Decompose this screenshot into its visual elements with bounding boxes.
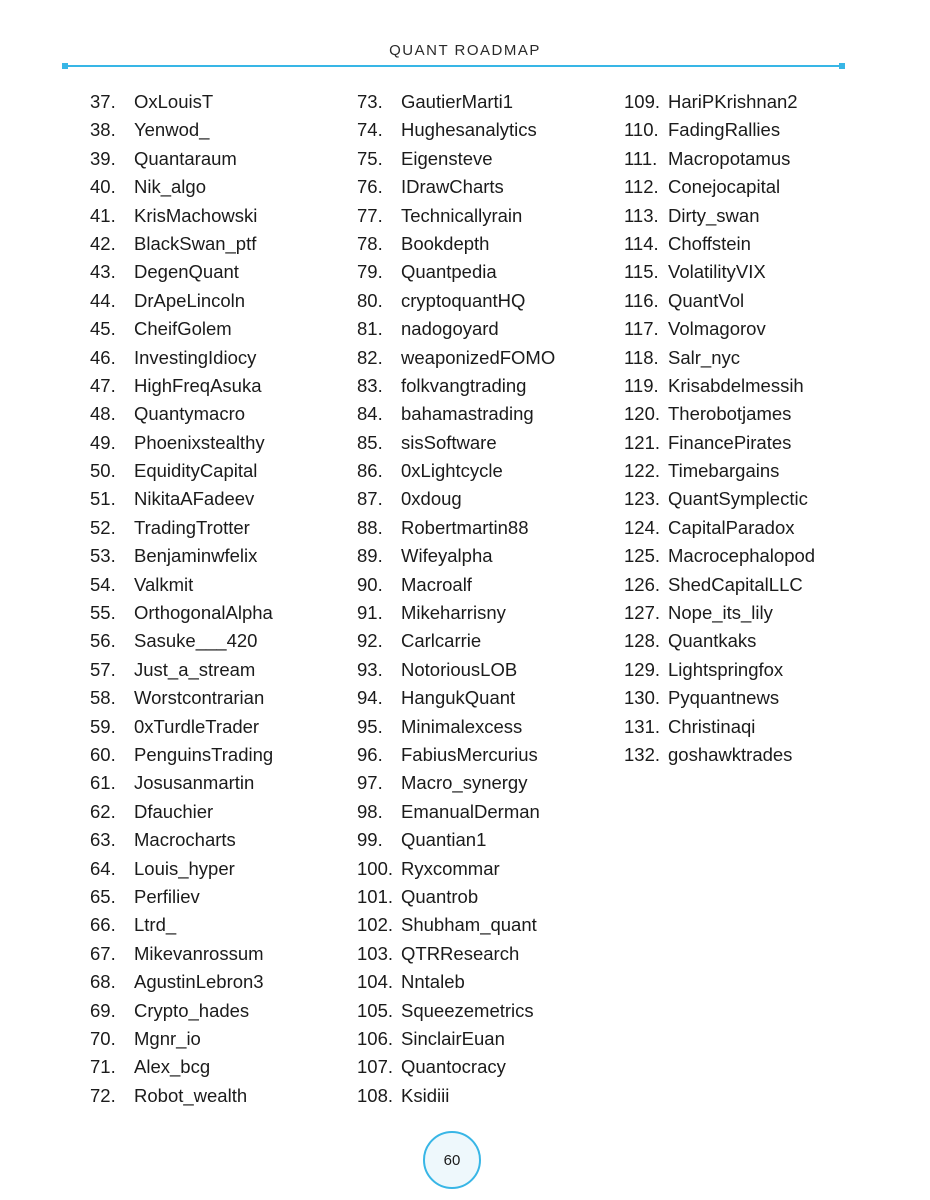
- list-item: [357, 1053, 555, 1081]
- list-item-number: 76.: [357, 176, 383, 198]
- list-item-handle: Dirty_swan: [668, 204, 760, 226]
- list-item-number: 128.: [624, 630, 661, 652]
- list-item: [357, 855, 555, 883]
- list-item: [90, 116, 273, 144]
- list-item: [90, 798, 273, 826]
- list-item-number: 88.: [357, 516, 383, 538]
- list-item: [624, 287, 815, 315]
- list-item-number: 47.: [90, 374, 116, 396]
- list-item-handle: IDrawCharts: [401, 176, 504, 198]
- list-item-handle: Mikeharrisny: [401, 602, 506, 624]
- list-column-1: [90, 88, 273, 1110]
- list-item-handle: Dfauchier: [134, 800, 214, 822]
- list-item: [624, 116, 815, 144]
- list-item-handle: Crypto_hades: [134, 999, 250, 1021]
- list-item: [357, 173, 555, 201]
- list-item-number: 108.: [357, 1084, 394, 1106]
- page-number: 60: [443, 1151, 461, 1169]
- list-item-handle: Conejocapital: [668, 176, 781, 198]
- list-item: [90, 599, 273, 627]
- list-item: [90, 173, 273, 201]
- list-item-number: 113.: [624, 204, 659, 226]
- list-item-number: 73.: [357, 91, 383, 112]
- page-number-badge: [423, 1131, 481, 1189]
- list-item-handle: SinclairEuan: [401, 1027, 505, 1049]
- list-item-number: 87.: [357, 488, 383, 510]
- list-item-handle: Mikevanrossum: [134, 942, 264, 964]
- list-item-handle: Josusanmartin: [134, 772, 255, 794]
- list-item-handle: Lightspringfox: [668, 658, 784, 680]
- list-item: [357, 485, 555, 513]
- list-item-number: 109.: [624, 91, 661, 112]
- list-item: [90, 88, 273, 116]
- list-item-number: 115.: [624, 261, 659, 283]
- list-item-number: 101.: [357, 885, 394, 907]
- list-item: [624, 741, 815, 769]
- list-item-number: 65.: [90, 885, 116, 907]
- list-item-handle: Bookdepth: [401, 232, 490, 254]
- list-item: [357, 997, 555, 1025]
- list-item-number: 60.: [90, 743, 116, 765]
- list-item-handle: Valkmit: [134, 573, 194, 595]
- list-item: [90, 1053, 273, 1081]
- list-item-handle: DrApeLincoln: [134, 289, 246, 311]
- list-item-handle: Quantaraum: [134, 147, 237, 169]
- list-item: [357, 202, 555, 230]
- list-item-handle: Mgnr_io: [134, 1027, 201, 1049]
- list-item: [90, 315, 273, 343]
- list-item-number: 79.: [357, 261, 383, 283]
- list-item-number: 50.: [90, 460, 116, 482]
- list-item-handle: Minimalexcess: [401, 715, 523, 737]
- list-item-handle: Macropotamus: [668, 147, 791, 169]
- list-item: [357, 230, 555, 258]
- list-item-handle: Alex_bcg: [134, 1056, 211, 1078]
- list-item-handle: VolatilityVIX: [668, 261, 766, 283]
- list-item: [624, 230, 815, 258]
- list-item-number: 62.: [90, 800, 116, 822]
- list-item-number: 74.: [357, 119, 383, 141]
- list-item-number: 83.: [357, 374, 383, 396]
- list-item-handle: Quantymacro: [134, 403, 246, 425]
- list-item: [90, 344, 273, 372]
- list-item-number: 78.: [357, 232, 383, 254]
- list-item: [357, 258, 555, 286]
- list-item-number: 45.: [90, 318, 116, 340]
- list-item-number: 94.: [357, 687, 383, 709]
- list-item-number: 51.: [90, 488, 116, 510]
- list-item-number: 58.: [90, 687, 116, 709]
- list-item-handle: BlackSwan_ptf: [134, 232, 257, 254]
- list-item-number: 66.: [90, 914, 116, 936]
- list-item-number: 81.: [357, 318, 383, 340]
- list-item-number: 132.: [624, 743, 661, 765]
- list-item-handle: Macrocephalopod: [668, 545, 816, 567]
- list-item-number: 57.: [90, 658, 116, 680]
- list-item: [357, 116, 555, 144]
- list-item-number: 64.: [90, 857, 116, 879]
- list-item-handle: Macrocharts: [134, 829, 236, 851]
- list-item-number: 72.: [90, 1084, 116, 1106]
- list-item-number: 100.: [357, 857, 394, 879]
- list-item-number: 96.: [357, 743, 383, 765]
- list-item-handle: FinancePirates: [668, 431, 792, 453]
- list-item: [90, 287, 273, 315]
- list-item: [357, 911, 555, 939]
- list-item: [624, 344, 815, 372]
- list-item: [90, 202, 273, 230]
- list-item: [90, 429, 273, 457]
- list-item-handle: FabiusMercurius: [401, 743, 538, 765]
- list-item: [624, 315, 815, 343]
- list-item-handle: Technicallyrain: [401, 204, 523, 226]
- list-item-number: 89.: [357, 545, 383, 567]
- list-item: [624, 429, 815, 457]
- list-item: [624, 571, 815, 599]
- list-item-handle: QTRResearch: [401, 942, 520, 964]
- list-item: [90, 514, 273, 542]
- list-item: [90, 457, 273, 485]
- list-item-handle: Macroalf: [401, 573, 472, 595]
- list-item: [357, 940, 555, 968]
- list-item: [624, 514, 815, 542]
- list-item-number: 98.: [357, 800, 383, 822]
- list-item-number: 68.: [90, 971, 116, 993]
- list-item: [357, 883, 555, 911]
- list-item-handle: Eigensteve: [401, 147, 493, 169]
- list-item-number: 117.: [624, 318, 659, 340]
- list-item: [624, 173, 815, 201]
- list-item-handle: Quantrob: [401, 885, 479, 907]
- account-list: [0, 88, 930, 1118]
- list-item-number: 67.: [90, 942, 116, 964]
- list-item-number: 130.: [624, 687, 661, 709]
- list-item-number: 106.: [357, 1027, 394, 1049]
- list-item-number: 48.: [90, 403, 116, 425]
- list-item-number: 85.: [357, 431, 383, 453]
- list-item-handle: KrisMachowski: [134, 204, 258, 226]
- list-item-number: 52.: [90, 516, 116, 538]
- list-item-handle: sisSoftware: [401, 431, 497, 453]
- list-item: [624, 372, 815, 400]
- list-item: [624, 400, 815, 428]
- list-item: [90, 997, 273, 1025]
- list-item-handle: Just_a_stream: [134, 658, 256, 680]
- list-item: [357, 315, 555, 343]
- list-item-number: 63.: [90, 829, 116, 851]
- list-item: [90, 400, 273, 428]
- list-item-handle: OxLouisT: [134, 91, 214, 112]
- list-item-handle: bahamastrading: [401, 403, 534, 425]
- list-item: [357, 599, 555, 627]
- list-item-handle: Nope_its_lily: [668, 602, 773, 624]
- list-item-handle: EmanualDerman: [401, 800, 540, 822]
- list-item-number: 82.: [357, 346, 383, 368]
- list-item-handle: Macro_synergy: [401, 772, 528, 794]
- list-item-number: 75.: [357, 147, 383, 169]
- list-item-handle: Quantocracy: [401, 1056, 506, 1078]
- list-item-handle: Yenwod_: [134, 119, 210, 141]
- list-item-handle: AgustinLebron3: [134, 971, 264, 993]
- page-header-title: QUANT ROADMAP: [389, 42, 541, 59]
- list-item: [357, 372, 555, 400]
- list-item-number: 54.: [90, 573, 116, 595]
- list-item-handle: Squeezemetrics: [401, 999, 534, 1021]
- list-item-handle: Krisabdelmessih: [668, 374, 804, 396]
- list-item-handle: Pyquantnews: [668, 687, 780, 709]
- list-item-number: 111.: [624, 147, 658, 169]
- list-item-number: 80.: [357, 289, 383, 311]
- list-item-handle: weaponizedFOMO: [401, 346, 556, 368]
- list-item-number: 37.: [90, 91, 116, 112]
- list-item: [357, 656, 555, 684]
- list-column-2: [357, 88, 555, 1110]
- list-item-handle: DegenQuant: [134, 261, 239, 283]
- list-item: [90, 485, 273, 513]
- list-item-handle: nadogoyard: [401, 318, 499, 340]
- list-item-handle: NotoriousLOB: [401, 658, 518, 680]
- list-item-handle: HighFreqAsuka: [134, 374, 262, 396]
- list-item-number: 44.: [90, 289, 116, 311]
- list-item-handle: 0xLightcycle: [401, 460, 503, 482]
- list-item-number: 102.: [357, 914, 394, 936]
- list-item: [624, 542, 815, 570]
- list-item: [624, 202, 815, 230]
- list-item: [90, 571, 273, 599]
- list-item-handle: Benjaminwfelix: [134, 545, 258, 567]
- list-item-number: 112.: [624, 176, 659, 198]
- list-item: [90, 855, 273, 883]
- list-item-number: 131.: [624, 715, 661, 737]
- rule-right-cap: [839, 63, 845, 69]
- list-item-handle: CheifGolem: [134, 318, 232, 340]
- list-item-number: 71.: [90, 1056, 116, 1078]
- header-rule: [65, 65, 842, 67]
- list-item-handle: FadingRallies: [668, 119, 781, 141]
- list-item-handle: Worstcontrarian: [134, 687, 265, 709]
- list-item: [90, 230, 273, 258]
- list-item-handle: Ksidiii: [401, 1084, 450, 1106]
- list-item: [90, 258, 273, 286]
- list-item-number: 56.: [90, 630, 116, 652]
- list-item: [90, 1025, 273, 1053]
- rule-left-cap: [62, 63, 68, 69]
- list-item-number: 97.: [357, 772, 383, 794]
- list-item-handle: 0xTurdleTrader: [134, 715, 260, 737]
- list-item-number: 107.: [357, 1056, 394, 1078]
- list-item-number: 40.: [90, 176, 116, 198]
- list-item-handle: Sasuke___420: [134, 630, 258, 652]
- list-item-handle: Quantkaks: [668, 630, 757, 652]
- list-item-handle: Therobotjames: [668, 403, 792, 425]
- list-item: [90, 713, 273, 741]
- list-item: [357, 769, 555, 797]
- list-item: [357, 741, 555, 769]
- list-item: [357, 287, 555, 315]
- list-item: [357, 826, 555, 854]
- list-item-number: 38.: [90, 119, 116, 141]
- list-item-number: 118.: [624, 346, 659, 368]
- list-item: [624, 599, 815, 627]
- list-item-number: 104.: [357, 971, 394, 993]
- list-item-handle: Timebargains: [668, 460, 780, 482]
- list-item-handle: Quantian1: [401, 829, 487, 851]
- list-item-number: 114.: [624, 232, 659, 254]
- list-item-handle: QuantVol: [668, 289, 745, 311]
- list-item-handle: Shubham_quant: [401, 914, 537, 936]
- list-item-handle: InvestingIdiocy: [134, 346, 257, 368]
- list-item-number: 123.: [624, 488, 661, 510]
- list-item: [357, 429, 555, 457]
- list-item-number: 84.: [357, 403, 383, 425]
- list-item-handle: Quantpedia: [401, 261, 497, 283]
- list-item-handle: Robot_wealth: [134, 1084, 248, 1106]
- list-item-handle: Christinaqi: [668, 715, 756, 737]
- list-item-handle: Volmagorov: [668, 318, 766, 340]
- list-item-number: 126.: [624, 573, 661, 595]
- list-item: [357, 88, 555, 116]
- list-item-number: 125.: [624, 545, 661, 567]
- list-item-number: 91.: [357, 602, 383, 624]
- list-item-handle: HangukQuant: [401, 687, 516, 709]
- list-item-number: 122.: [624, 460, 661, 482]
- list-item: [624, 684, 815, 712]
- list-item: [357, 713, 555, 741]
- list-item-number: 70.: [90, 1027, 116, 1049]
- list-item-number: 86.: [357, 460, 383, 482]
- list-item-handle: folkvangtrading: [401, 374, 527, 396]
- list-item-handle: Phoenixstealthy: [134, 431, 265, 453]
- list-item-number: 127.: [624, 602, 661, 624]
- list-item-number: 120.: [624, 403, 661, 425]
- list-item-number: 39.: [90, 147, 116, 169]
- list-item-handle: 0xdoug: [401, 488, 462, 510]
- list-item-handle: Ryxcommar: [401, 857, 500, 879]
- list-item-number: 49.: [90, 431, 116, 453]
- list-item: [90, 968, 273, 996]
- list-item-number: 105.: [357, 999, 394, 1021]
- list-item-handle: NikitaAFadeev: [134, 488, 255, 510]
- list-item-handle: EquidityCapital: [134, 460, 258, 482]
- list-item-handle: Wifeyalpha: [401, 545, 493, 567]
- list-item: [90, 542, 273, 570]
- list-item: [357, 968, 555, 996]
- list-item: [624, 145, 815, 173]
- list-item: [357, 344, 555, 372]
- list-item-handle: Nik_algo: [134, 176, 206, 198]
- list-item-number: 110.: [624, 119, 659, 141]
- list-item: [624, 627, 815, 655]
- list-item: [624, 656, 815, 684]
- list-item: [357, 542, 555, 570]
- list-item: [357, 400, 555, 428]
- list-item: [357, 457, 555, 485]
- list-item-number: 129.: [624, 658, 661, 680]
- list-item: [357, 514, 555, 542]
- list-item: [90, 145, 273, 173]
- list-item: [357, 1082, 555, 1110]
- list-item-handle: Louis_hyper: [134, 857, 235, 879]
- list-item: [624, 485, 815, 513]
- list-item: [90, 741, 273, 769]
- list-item: [357, 145, 555, 173]
- list-item-number: 41.: [90, 204, 116, 226]
- list-item: [357, 627, 555, 655]
- list-item: [357, 798, 555, 826]
- list-item: [90, 826, 273, 854]
- list-item-handle: Robertmartin88: [401, 516, 529, 538]
- list-item: [624, 258, 815, 286]
- list-item: [357, 571, 555, 599]
- list-column-3: [624, 88, 815, 769]
- list-item-number: 99.: [357, 829, 383, 851]
- list-item: [90, 627, 273, 655]
- list-item: [624, 713, 815, 741]
- list-item: [90, 684, 273, 712]
- list-item-number: 121.: [624, 431, 661, 453]
- list-item-number: 90.: [357, 573, 383, 595]
- list-item-handle: PenguinsTrading: [134, 743, 274, 765]
- list-item-handle: Choffstein: [668, 232, 751, 254]
- list-item: [624, 88, 815, 116]
- list-item: [90, 883, 273, 911]
- list-item: [90, 911, 273, 939]
- list-item-number: 77.: [357, 204, 383, 226]
- list-item-handle: Hughesanalytics: [401, 119, 537, 141]
- list-item-number: 116.: [624, 289, 659, 311]
- list-item-handle: Perfiliev: [134, 885, 200, 907]
- list-item-number: 59.: [90, 715, 116, 737]
- list-item-number: 95.: [357, 715, 383, 737]
- list-item-number: 69.: [90, 999, 116, 1021]
- list-item-handle: CapitalParadox: [668, 516, 795, 538]
- list-item-handle: HariPKrishnan2: [668, 91, 798, 112]
- list-item-number: 42.: [90, 232, 116, 254]
- list-item-handle: Nntaleb: [401, 971, 465, 993]
- list-item: [90, 1082, 273, 1110]
- list-item-number: 43.: [90, 261, 116, 283]
- list-item-handle: goshawktrades: [668, 743, 793, 765]
- list-item-number: 93.: [357, 658, 383, 680]
- list-item-number: 46.: [90, 346, 116, 368]
- list-item-handle: ShedCapitalLLC: [668, 573, 803, 595]
- list-item-handle: Salr_nyc: [668, 346, 740, 368]
- list-item: [90, 656, 273, 684]
- list-item: [357, 684, 555, 712]
- list-item: [90, 940, 273, 968]
- list-item: [90, 372, 273, 400]
- list-item: [357, 1025, 555, 1053]
- list-item-handle: Carlcarrie: [401, 630, 482, 652]
- list-item-handle: GautierMarti1: [401, 91, 514, 112]
- list-item-number: 119.: [624, 374, 659, 396]
- list-item-number: 124.: [624, 516, 661, 538]
- list-item-handle: TradingTrotter: [134, 516, 250, 538]
- list-item-handle: Ltrd_: [134, 914, 177, 936]
- list-item-number: 53.: [90, 545, 116, 567]
- list-item-number: 55.: [90, 602, 116, 624]
- list-item: [624, 457, 815, 485]
- list-item-number: 92.: [357, 630, 383, 652]
- list-item-number: 103.: [357, 942, 394, 964]
- list-item-handle: QuantSymplectic: [668, 488, 808, 510]
- list-item-handle: OrthogonalAlpha: [134, 602, 273, 624]
- list-item-handle: cryptoquantHQ: [401, 289, 526, 311]
- list-item-number: 61.: [90, 772, 116, 794]
- list-item: [90, 769, 273, 797]
